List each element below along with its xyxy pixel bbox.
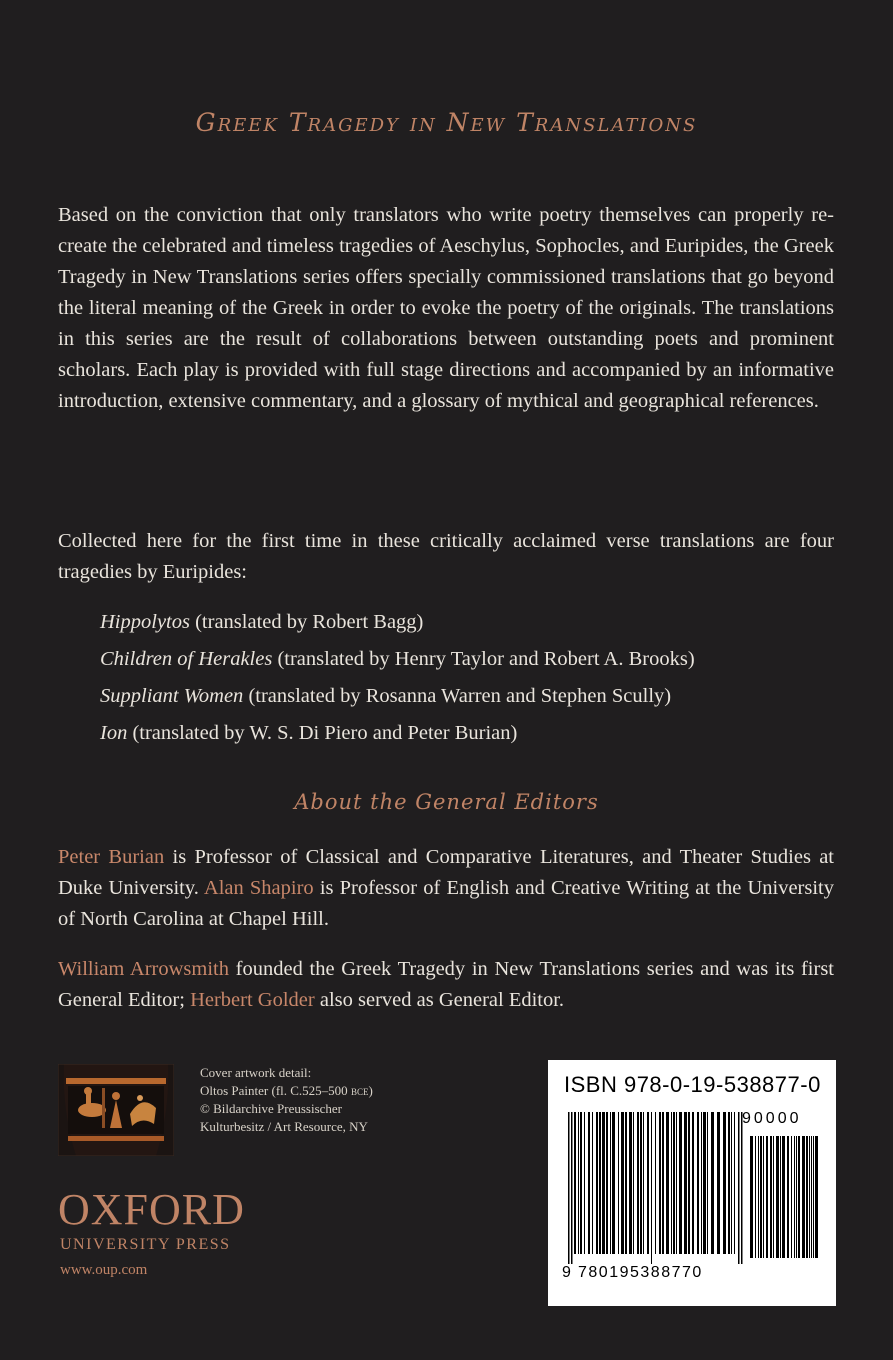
editor-bio: founded the Greek Tragedy in New Translations series and was its first General Editor; bbox=[58, 958, 834, 1011]
editor-name: Peter Burian bbox=[58, 846, 165, 868]
credit-line: © Bildarchive Preussischer bbox=[200, 1101, 343, 1116]
play-title: Children of Herakles bbox=[100, 648, 273, 670]
list-item bbox=[100, 678, 840, 715]
cover-artwork-image bbox=[58, 1064, 174, 1156]
collection-paragraph: Collected here for the first time in these critically acclaimed verse translations are four tragedies by Euripides: bbox=[58, 530, 834, 583]
founders-paragraph bbox=[58, 954, 834, 1016]
editor-bio: is Professor of English and Creative Writing at the University of North Carolina at Chapel Hill. bbox=[58, 877, 834, 930]
list-item bbox=[100, 715, 840, 752]
barcode bbox=[548, 1060, 836, 1306]
list-item bbox=[100, 604, 840, 641]
vase-painting-icon bbox=[58, 1064, 174, 1156]
publisher-subtitle: UNIVERSITY PRESS bbox=[60, 1236, 231, 1253]
barcode-bars-icon bbox=[564, 1112, 820, 1264]
publisher-url[interactable]: www.oup.com bbox=[60, 1262, 148, 1278]
cover-credit bbox=[200, 1064, 373, 1136]
editor-name: Alan Shapiro bbox=[203, 877, 314, 899]
play-credit: (translated by Rosanna Warren and Stephen Scully) bbox=[243, 685, 672, 707]
editors-heading: About the General Editors bbox=[294, 790, 599, 814]
play-credit: (translated by Robert Bagg) bbox=[189, 611, 424, 633]
editor-name: William Arrowsmith bbox=[58, 958, 229, 980]
barcode-digits: 780195388770 bbox=[578, 1264, 703, 1281]
barcode-lead-digit: 9 bbox=[562, 1264, 571, 1281]
play-credit: (translated by Henry Taylor and Robert A. Brooks) bbox=[272, 648, 695, 670]
description-paragraph: Based on the conviction that only translators who write poetry themselves can properly re-create the celebrated and timeless tragedies of Aeschylus, Sophocles, and Euripides, the Greek Tragedy in New Translations series offers specially commissioned translations that go beyond the literal meaning of the Greek in order to evoke the poetry of the originals. The translations in this series are the result of collaborations between outstanding poets and prominent scholars. Each play is provided with full stage directions and accompanied by an informative introduction, extensive commentary, and a glossary of mythical and geographical references. bbox=[58, 204, 834, 412]
editor-bio: is Professor of Classical and Comparative Literatures, and Theater Studies at Duke University. bbox=[58, 846, 835, 899]
editors-paragraph bbox=[58, 842, 834, 935]
credit-line: Kulturbesitz / Art Resource, NY bbox=[200, 1119, 368, 1134]
list-item bbox=[100, 641, 840, 678]
credit-line: Cover artwork detail: bbox=[200, 1065, 312, 1080]
play-title: Suppliant Women bbox=[100, 685, 244, 707]
play-list bbox=[100, 604, 840, 752]
play-credit: (translated by W. S. Di Piero and Peter Burian) bbox=[127, 722, 518, 744]
series-title: Greek Tragedy in New Translations bbox=[195, 108, 698, 137]
editor-name: Herbert Golder bbox=[190, 989, 315, 1011]
credit-line: Oltos Painter (fl. C.525–500 bce) bbox=[200, 1083, 373, 1098]
publisher-logo: OXFORD bbox=[58, 1185, 245, 1234]
isbn-label: ISBN 978-0-19-538877-0 bbox=[564, 1072, 821, 1097]
play-title: Ion bbox=[100, 722, 128, 744]
price-addon: 90000 bbox=[742, 1110, 802, 1127]
play-title: Hippolytos bbox=[100, 611, 190, 633]
editor-bio: also served as General Editor. bbox=[314, 989, 565, 1011]
